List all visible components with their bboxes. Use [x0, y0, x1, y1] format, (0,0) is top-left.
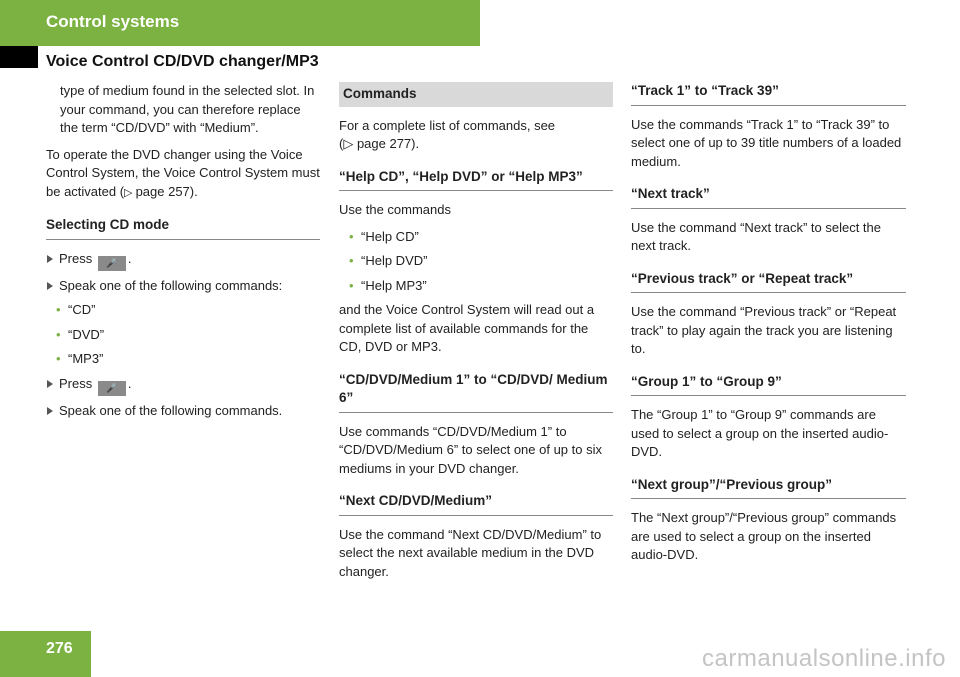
column-1 — [46, 82, 320, 426]
next-medium-body: Use the command “Next CD/DVD/Medium” to select the next available medium in the DVD changer. — [339, 526, 602, 579]
page-ref-icon: ▷ — [124, 186, 136, 199]
list-item: • “Help DVD” — [349, 252, 613, 271]
watermark: carmanualsonline.info — [702, 645, 946, 672]
next-track-title: “Next track” — [631, 185, 906, 209]
list-item: • “Help CD” — [349, 228, 613, 247]
commands-box-title: Commands — [339, 82, 613, 107]
medium-commands-title: “CD/DVD/Medium 1” to “CD/DVD/ Medium 6” — [339, 371, 613, 413]
intro-text: For a complete list of commands, see — [339, 117, 556, 133]
previous-track-body: Use the command “Previous track” or “Repeat track” to play again the track you are listening to. — [631, 304, 897, 356]
help-commands-title: “Help CD”, “Help DVD” or “Help MP3” — [339, 168, 613, 192]
section-title: Control systems — [46, 12, 180, 31]
next-group-body: The “Next group”/“Previous group” commands are used to select a group on the inserted audio-DVD. — [631, 510, 897, 562]
header-marker — [0, 46, 38, 68]
help-lead: Use the commands — [339, 202, 451, 217]
page-ref-link[interactable]: (▷ page 277). — [339, 136, 420, 151]
previous-track-title: “Previous track” or “Repeat track” — [631, 270, 906, 294]
track-commands-title: “Track 1” to “Track 39” — [631, 82, 906, 106]
group-commands-title: “Group 1” to “Group 9” — [631, 373, 906, 397]
next-medium-title: “Next CD/DVD/Medium” — [339, 492, 613, 516]
medium-commands-body: Use commands “CD/DVD/Medium 1” to “CD/DVD/Medium 6” to select one of up to six mediums in your DVD changer. — [339, 423, 602, 476]
activation-paragraph — [46, 146, 320, 203]
intro-text: type of medium found in the selected slot. In your command, you can therefore replace the term “CD/DVD” with “Medium”. — [60, 83, 315, 135]
help-tail: and the Voice Control System will read out a complete list of available commands for the CD, DVD or MP3. — [339, 302, 595, 354]
column-2 — [339, 82, 613, 589]
commands-intro — [339, 117, 613, 154]
step-suffix: . — [127, 250, 132, 266]
list-item: • “Help MP3” — [349, 277, 613, 296]
list-item: • “CD” — [56, 301, 320, 320]
selecting-cd-title: Selecting CD mode — [46, 216, 320, 240]
step-press-2 — [46, 375, 320, 396]
activation-text: To operate the DVD changer using the Voice Control System, the Voice Control System must be activated ( — [46, 146, 320, 199]
section-header-tab — [0, 0, 480, 46]
step-speak-1: Speak one of the following commands: — [46, 277, 320, 296]
step-suffix: . — [127, 375, 132, 391]
next-track-body: Use the command “Next track” to select the next track. — [631, 219, 881, 253]
step-text: Press — [59, 375, 93, 391]
track-commands-body: Use the commands “Track 1” to “Track 39” to select one of up to 39 title numbers of a loaded medium. — [631, 116, 902, 169]
column-3 — [631, 82, 906, 573]
page-number: 276 — [46, 640, 73, 657]
step-speak-2: Speak one of the following commands. — [46, 402, 320, 421]
voice-button-icon: 🎤 — [98, 256, 126, 271]
step-text: Press — [59, 250, 93, 266]
list-item: • “DVD” — [56, 326, 320, 345]
group-commands-body: The “Group 1” to “Group 9” commands are used to select a group on the inserted audio-DVD. — [631, 407, 889, 459]
page-number-box — [0, 631, 91, 677]
list-item: • “MP3” — [56, 350, 320, 369]
next-group-title: “Next group”/“Previous group” — [631, 476, 906, 500]
page-subheader: Voice Control CD/DVD changer/MP3 — [46, 53, 319, 70]
step-press-1 — [46, 250, 320, 271]
page-ref-link[interactable]: page 257). — [135, 183, 198, 199]
voice-button-icon: 🎤 — [98, 381, 126, 396]
